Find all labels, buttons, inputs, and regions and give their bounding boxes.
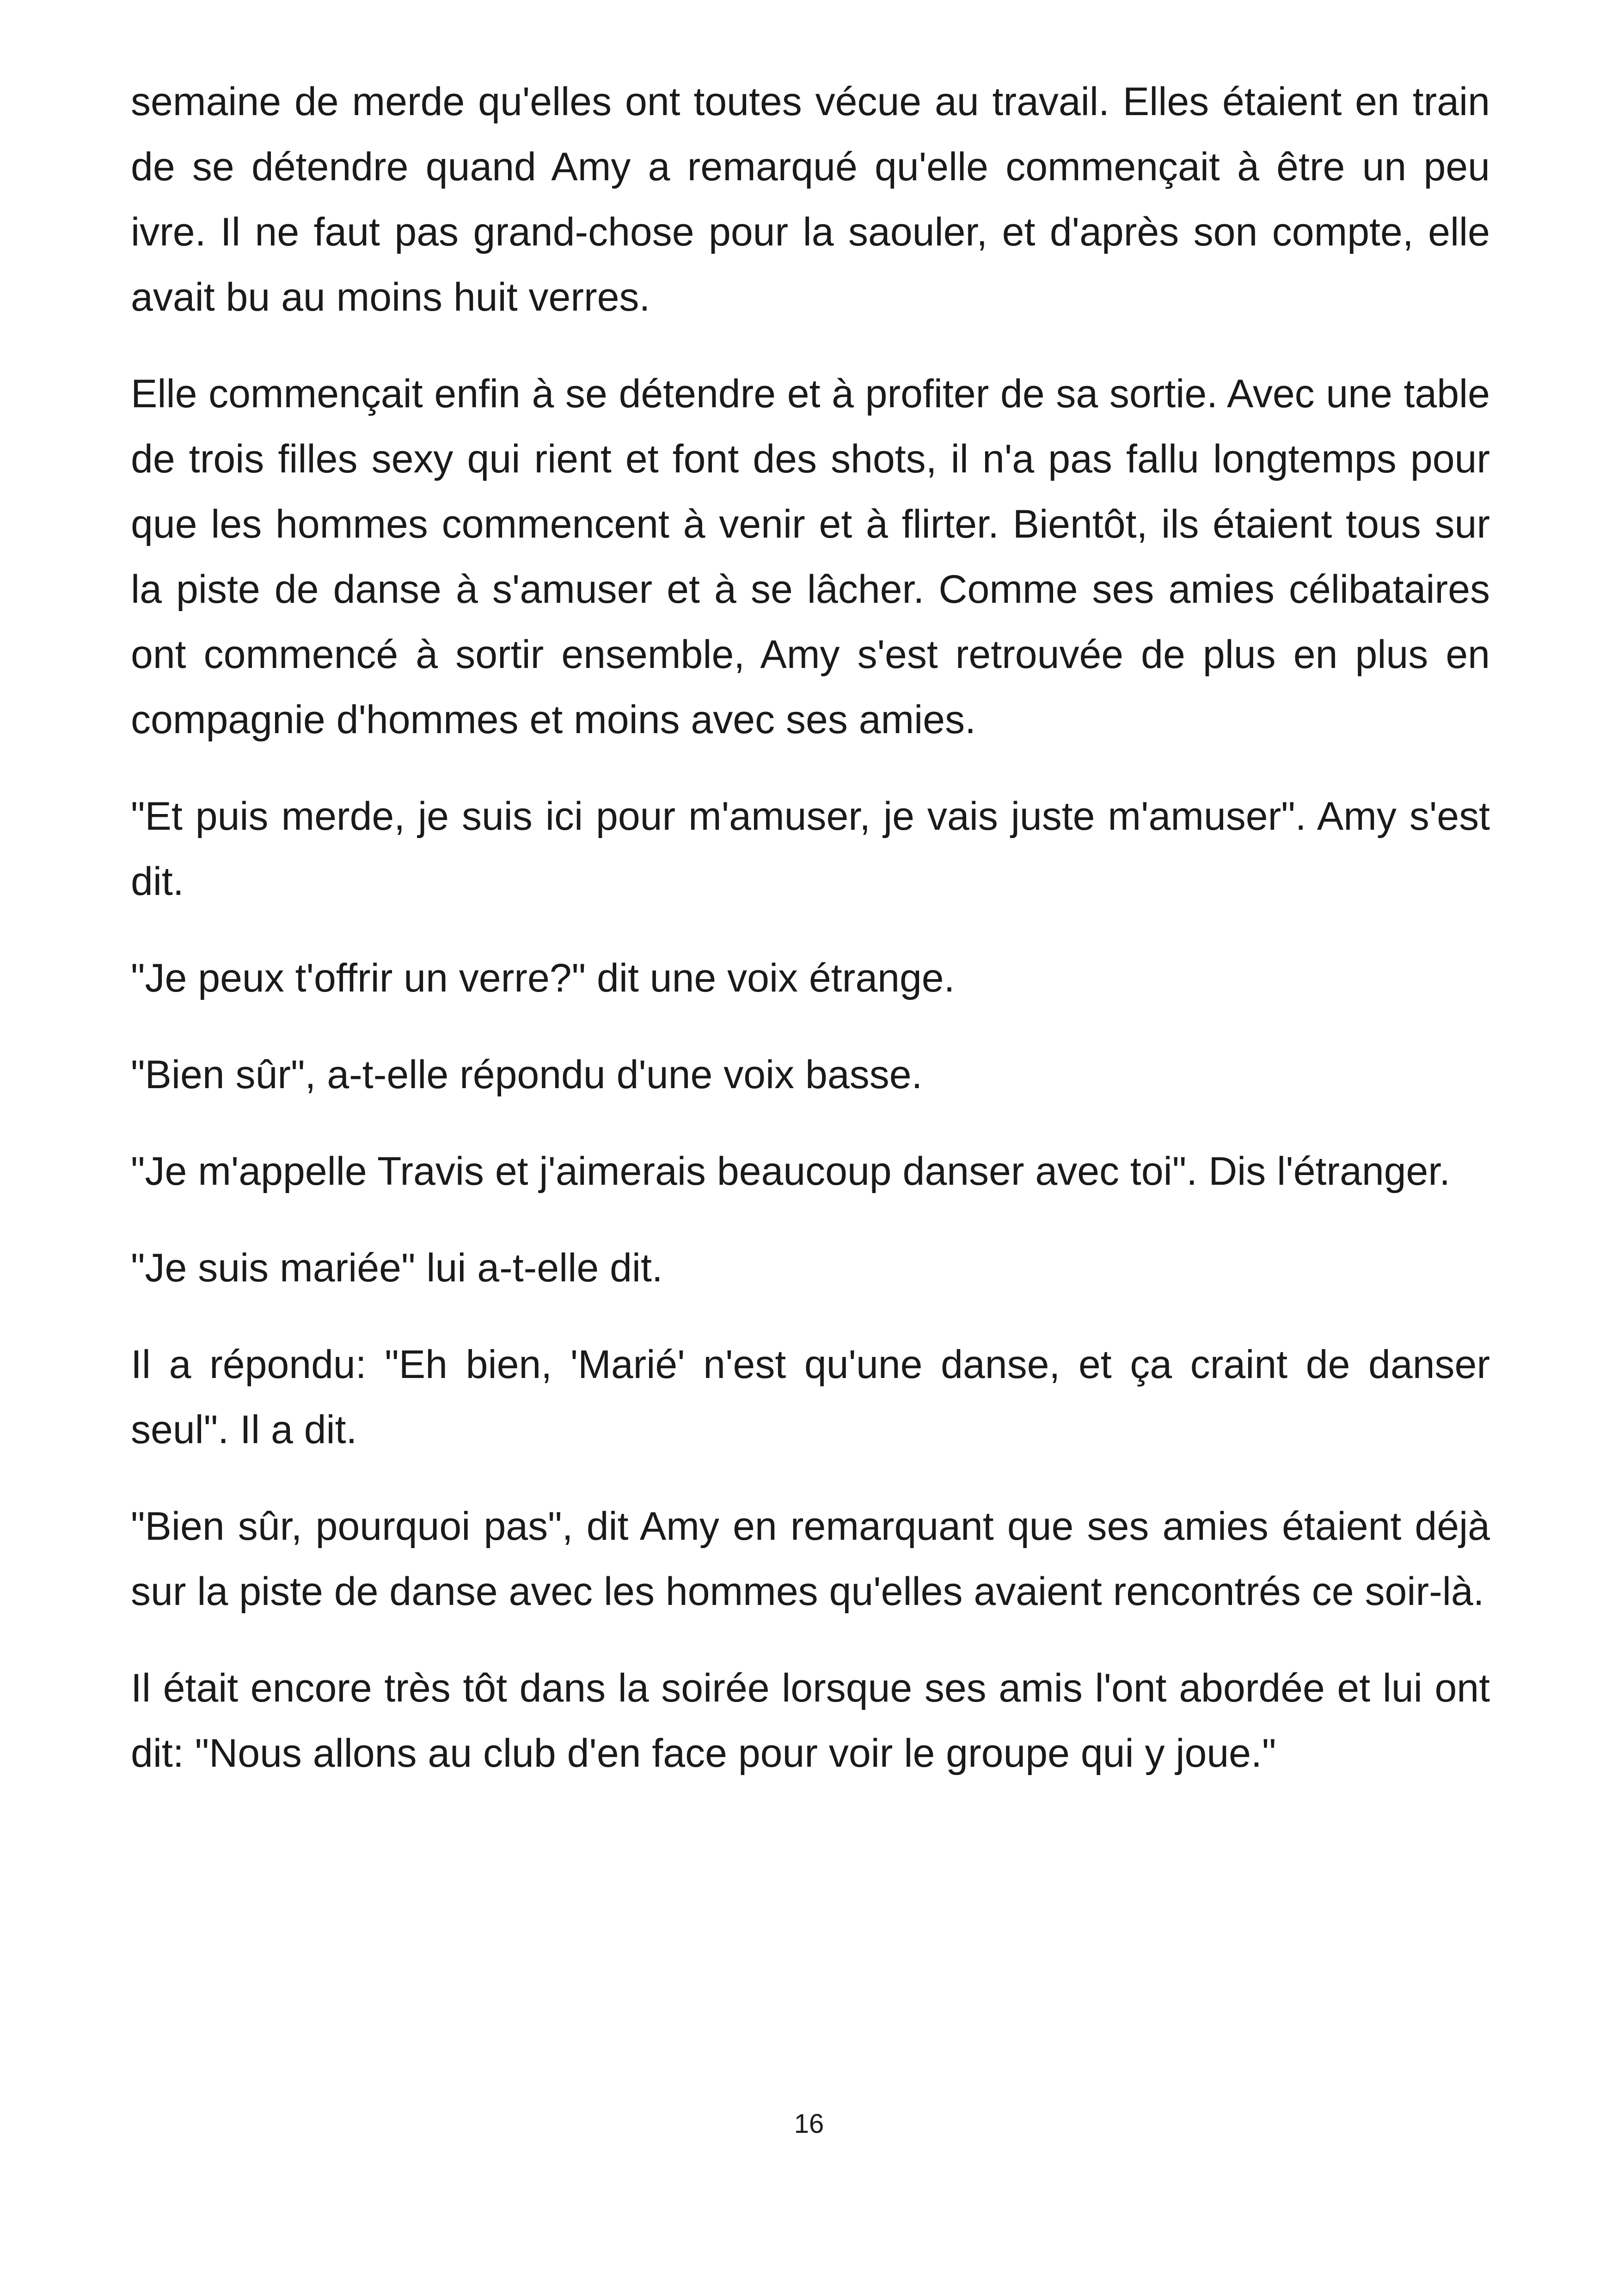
paragraph-1: semaine de merde qu'elles ont toutes vécue au travail. Elles étaient en train de se détendre quand Amy a remarqué qu'elle commençait à être un peu ivre. Il ne faut pas grand-chose pour la saouler, et d'après son compte, elle avait bu au moins huit verres. — [131, 80, 1490, 319]
paragraph-8: Il a répondu: "Eh bien, 'Marié' n'est qu'une danse, et ça craint de danser seul". Il a dit. — [131, 1342, 1490, 1452]
paragraph-7: "Je suis mariée" lui a-t-elle dit. — [131, 1246, 663, 1290]
paragraph-4: "Je peux t'offrir un verre?" dit une voix étrange. — [131, 956, 955, 1000]
page-number: 16 — [794, 2109, 824, 2139]
paragraph-2: Elle commençait enfin à se détendre et à profiter de sa sortie. Avec une table de trois filles sexy qui rient et font des shots, il n'a pas fallu longtemps pour que les hommes commencent à venir et à flirter. Bientôt, ils étaient tous sur la piste de danse à s'amuser et à se lâcher. Comme ses amies célibataires ont commencé à sortir ensemble, Amy s'est retrouvée de plus en plus en compagnie d'hommes et moins avec ses amies. — [131, 372, 1490, 742]
paragraph-10: Il était encore très tôt dans la soirée lorsque ses amis l'ont abordée et lui ont dit: "Nous allons au club d'en face pour voir le groupe qui y joue." — [131, 1666, 1490, 1776]
paragraph-6: "Je m'appelle Travis et j'aimerais beaucoup danser avec toi". Dis l'étranger. — [131, 1149, 1451, 1194]
paragraph-9: "Bien sûr, pourquoi pas", dit Amy en remarquant que ses amies étaient déjà sur la piste de danse avec les hommes qu'elles avaient rencontrés ce soir-là. — [131, 1504, 1490, 1614]
body-text — [131, 69, 1490, 1818]
paragraph-5: "Bien sûr", a-t-elle répondu d'une voix basse. — [131, 1053, 923, 1097]
paragraph-3: "Et puis merde, je suis ici pour m'amuser, je vais juste m'amuser". Amy s'est dit. — [131, 794, 1490, 904]
